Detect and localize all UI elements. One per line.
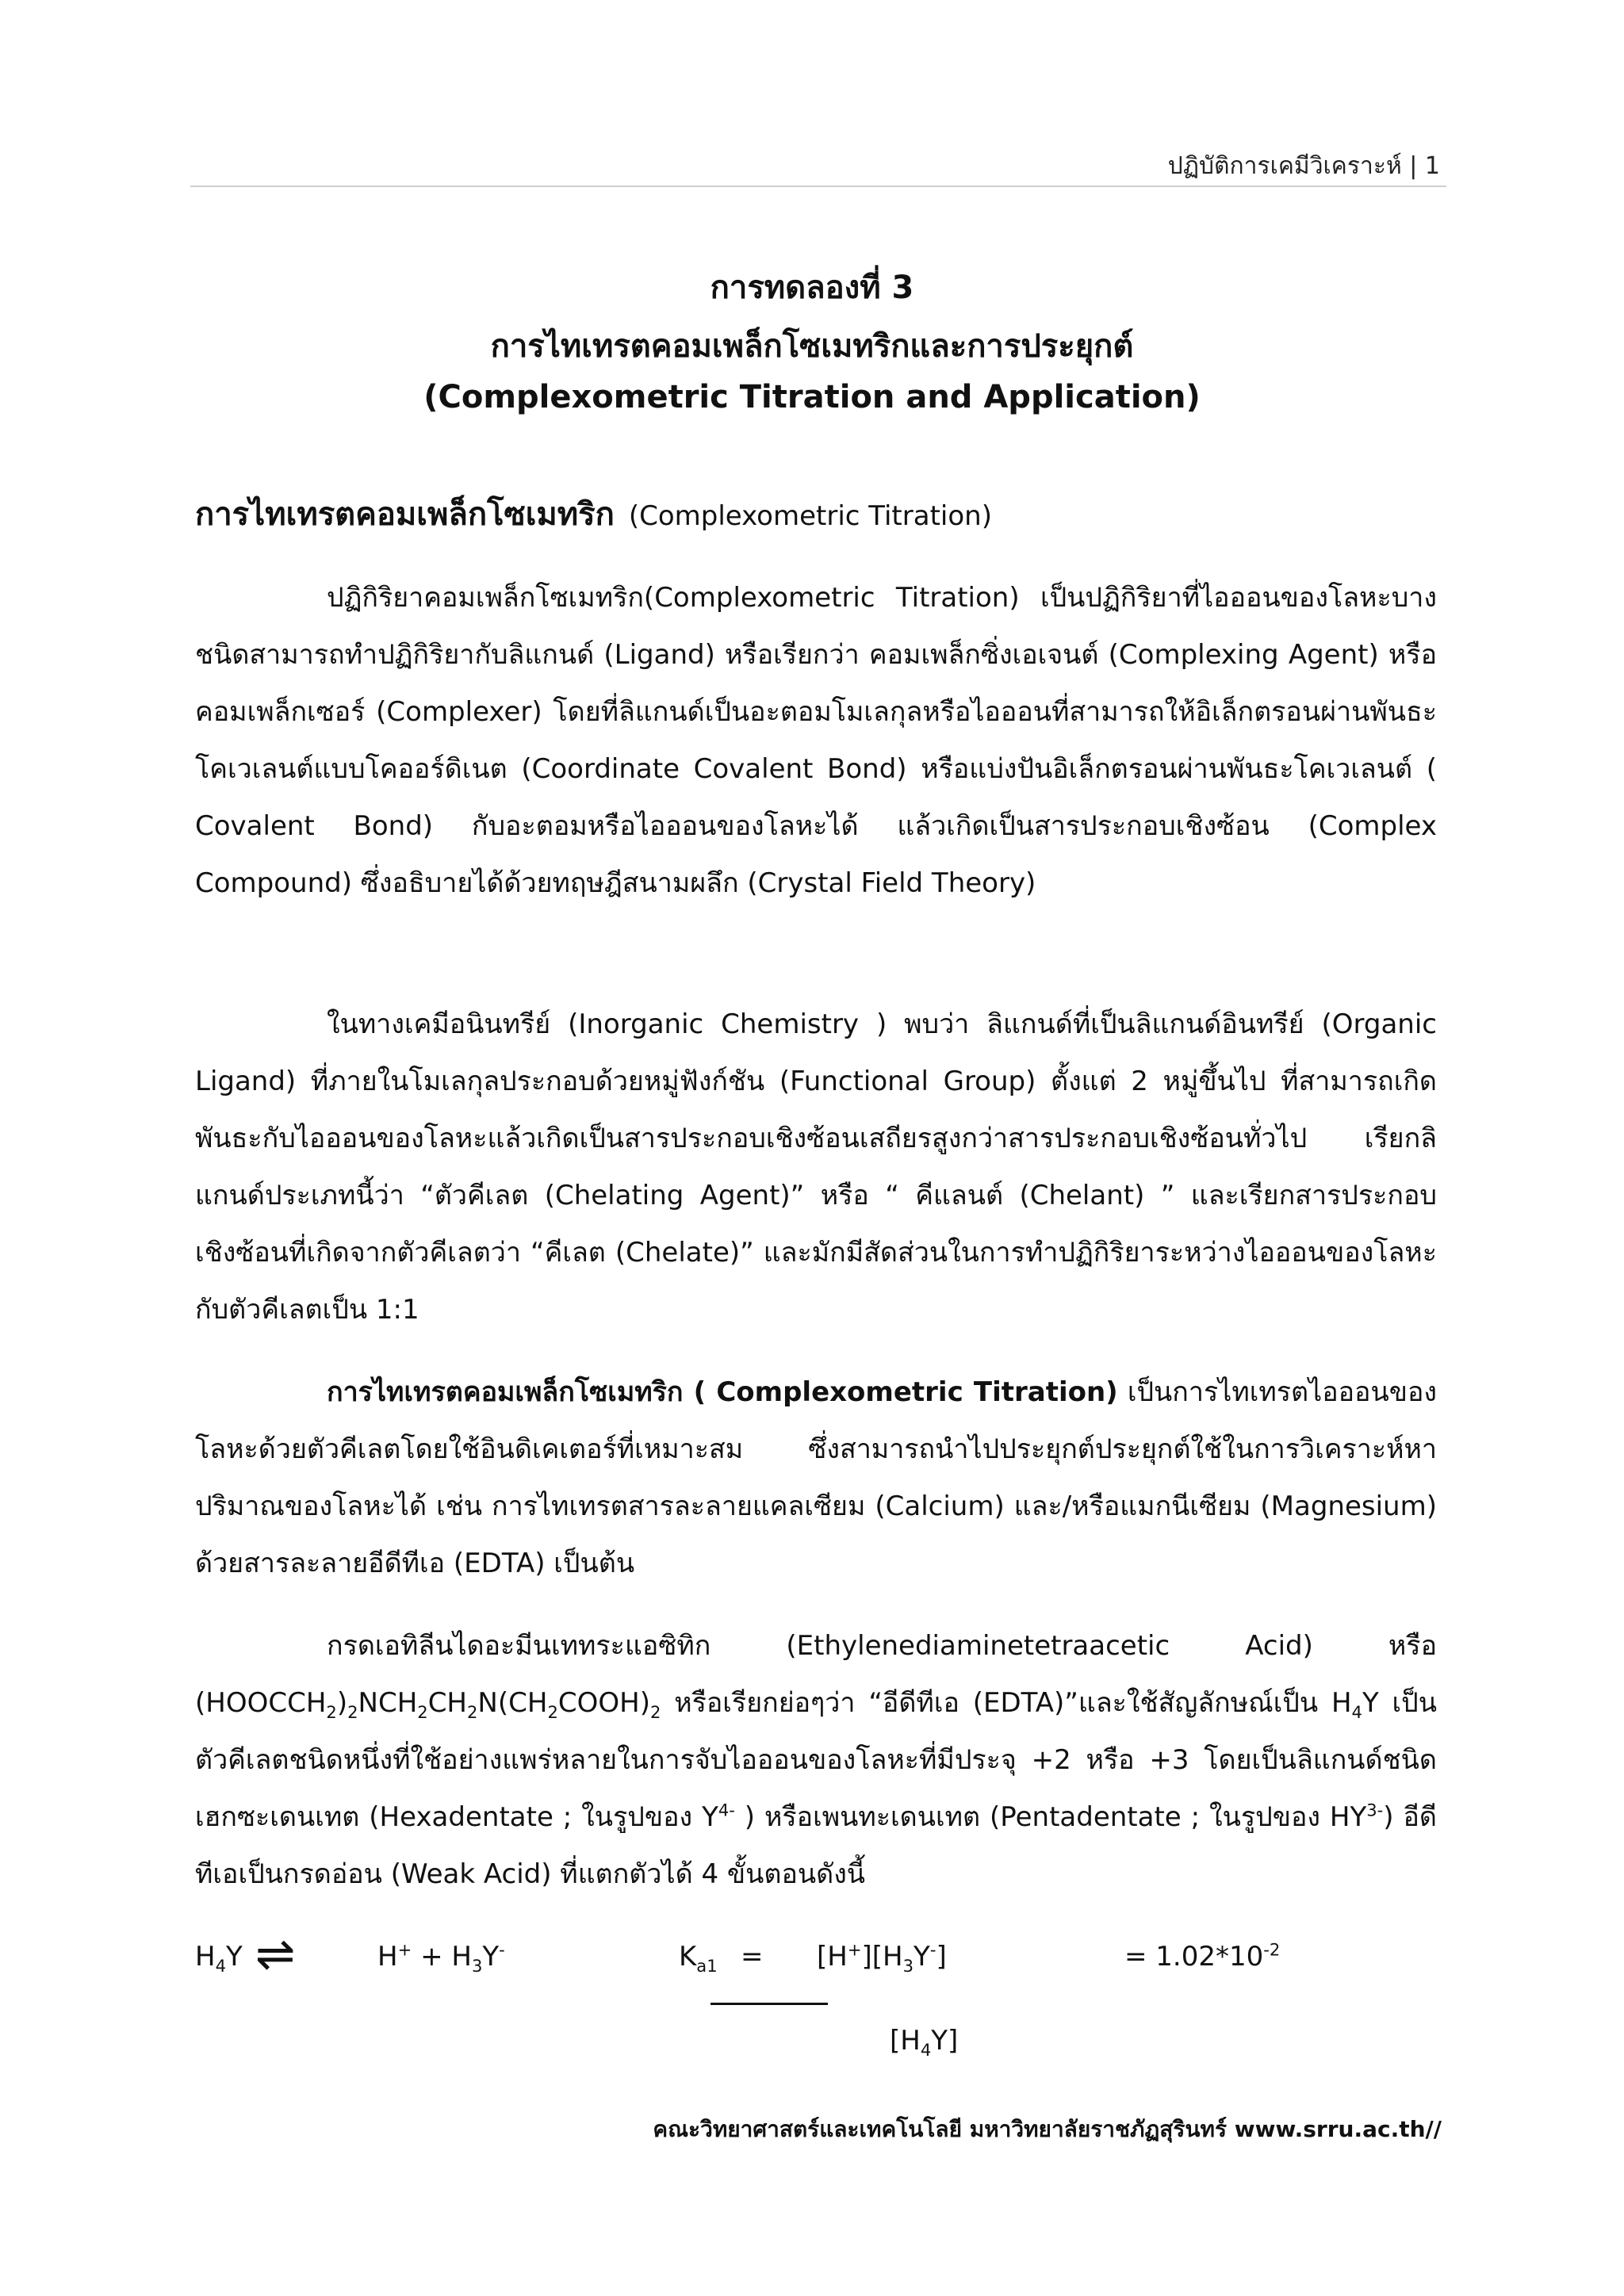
equation-reactant: $H_4Y$ [195, 1941, 243, 1976]
running-title: ปฏิบัติการเคมีวิเคราะห์ | 1 [1167, 152, 1440, 180]
paragraph-2 [195, 996, 1437, 1338]
equilibrium-arrow-icon: ⇌ [255, 1927, 296, 1982]
paragraph-1 [195, 569, 1437, 912]
title-line-3: (Complexometric Titration and Application) [423, 379, 1201, 415]
ka1-numerator: $[H^+][H_3Y^-]$ [817, 1939, 947, 1976]
paragraph-1-text: ปฏิกิริยาคอมเพล็กโซเมทริก(Complexometric Titration) เป็นปฏิกิริยาที่ไอออนของโลหะบางชนิดสามารถทำปฏิกิริยากับลิแกนด์ (Ligand) หรือเรียกว่า คอมเพล็กซิ่งเอเจนต์ (Complexing Agent) หรือคอมเพล็กเซอร์ (Complexer) โดยที่ลิแกนด์เป็นอะตอมโมเลกุลหรือไอออนที่สามารถให้อิเล็กตรอนผ่านพันธะโคเวเลนต์แบบโคออร์ดิเนต (Coordinate Covalent Bond) หรือแบ่งปันอิเล็กตรอนผ่านพันธะโคเวเลนต์ ( Covalent Bond) กับอะตอมหรือไอออนของโลหะได้ แล้วเกิดเป็นสารประกอบเชิงซ้อน (Complex Compound) ซึ่งอธิบายได้ด้วยทฤษฎีสนามผลึก (Crystal Field Theory) [195, 582, 1437, 899]
fraction-bar [710, 2003, 828, 2005]
edta-formula: $(HOOCCH_2)_2NCH_2CH_2N(CH_2COOH)_2$ [195, 1687, 661, 1722]
equals-sign: = [741, 1941, 764, 1973]
paragraph-4-text-a: กรดเอทิลีนไดอะมีนเททระแอซิทิก (Ethylenediaminetetraacetic Acid) หรือ [327, 1630, 1437, 1662]
paragraph-3-bold: การไทเทรตคอมเพล็กโซเมทริก ( Complexometric Titration) [327, 1376, 1118, 1408]
ka1-label: $K_{a1}$ [679, 1941, 718, 1976]
ka1-value: = $1.02*10^{-2}$ [1124, 1939, 1281, 1973]
paragraph-3-text: เป็นการไทเทรตไอออนของโลหะด้วยตัวคีเลตโดยใช้อินดิเคเตอร์ที่เหมาะสม ซึ่งสามารถนำไปประยุกต์ประยุกต์ใช้ในการวิเคราะห์หาปริมาณของโลหะได้ เช่น การไทเทรตสารละลายแคลเซียม (Calcium) และ/หรือแมกนีเซียม (Magnesium) ด้วยสารละลายอีดีทีเอ (EDTA) เป็นต้น [195, 1376, 1437, 1579]
paragraph-4: กรดเอทิลีนไดอะมีนเททระแอซิทิก (Ethylenediaminetetraacetic Acid) หรือ $(HOOCCH_2)_2NCH_2CH_2N(CH_2COOH)_2$ หรือเรียกย่อๆว่า “อีดีทีเอ (EDTA)”และใช้สัญลักษณ์เป็น $H_4Y$ เป็นตัวคีเลตชนิดหนึ่งที่ใช้อย่างแพร่หลายในการจับไอออนของโลหะที่มีประจุ +2 หรือ +3 โดยเป็นลิแกนด์ชนิดเฮกซะเดนเทต (Hexadentate ; ในรูปของ $Y^{4-}$ ) หรือเพนทะเดนเทต (Pentadentate ; ในรูปของ $HY^{3-}$) อีดีทีเอเป็นกรดอ่อน (Weak Acid) ที่แตกตัวได้ 4 ขั้นตอนดังนี้ [195, 1630, 1437, 1890]
title-line-1: การทดลองที่ 3 [710, 270, 914, 306]
paragraph-4-text-b: หรือเรียกย่อๆว่า “อีดีทีเอ (EDTA)”และใช้สัญลักษณ์เป็น H [661, 1687, 1352, 1719]
header-divider [190, 186, 1446, 187]
title-line-2: การไทเทรตคอมเพล็กโซเมทริกและการประยุกต์ [490, 328, 1134, 365]
paragraph-3 [195, 1364, 1437, 1592]
paragraph-4-text-c: Y เป็นตัวคีเลตชนิดหนึ่งที่ใช้อย่างแพร่หลายในการจับไอออนของโลหะที่มีประจุ +2 หรือ +3 โดยเป็นลิแกนด์ชนิดเฮกซะเดนเทต (Hexadentate ; ในรูปของ Y [195, 1687, 1437, 1833]
page-footer: คณะวิทยาศาสตร์และเทคโนโลยี มหาวิทยาลัยราชภัฏสุรินทร์ www.srru.ac.th// [653, 2116, 1442, 2142]
paragraph-4-text-e: ) อีดีทีเอเป็นกรดอ่อน (Weak Acid) ที่แตกตัวได้ 4 ขั้นตอนดังนี้ [195, 1801, 1437, 1890]
section-heading-en: (Complexometric Titration) [628, 500, 992, 532]
paragraph-2-text: ในทางเคมีอนินทรีย์ (Inorganic Chemistry ) พบว่า ลิแกนด์ที่เป็นลิแกนด์อินทรีย์ (Organic Ligand) ที่ภายในโมเลกุลประกอบด้วยหมู่ฟังก์ชัน (Functional Group) ตั้งแต่ 2 หมู่ขึ้นไป ที่สามารถเกิดพันธะกับไอออนของโลหะแล้วเกิดเป็นสารประกอบเชิงซ้อนเสถียรสูงกว่าสารประกอบเชิงซ้อนทั่วไป เรียกลิแกนด์ประเภทนี้ว่า “ตัวคีเลต (Chelating Agent)” หรือ “ คีแลนต์ (Chelant) ” และเรียกสารประกอบเชิงซ้อนที่เกิดจากตัวคีเลตว่า “คีเลต (Chelate)” และมักมีสัดส่วนในการทำปฏิกิริยาระหว่างไอออนของโลหะกับตัวคีเลตเป็น 1:1 [195, 1008, 1437, 1326]
ka1-denominator: $[H_4Y]$ [890, 2025, 959, 2060]
section-heading [195, 488, 992, 539]
paragraph-4-text-d: ) หรือเพนทะเดนเทต (Pentadentate ; ในรูปของ HY [734, 1801, 1367, 1833]
section-heading-th: การไทเทรตคอมเพล็กโซเมทริก [195, 496, 615, 533]
equation-products: $H^+ + H_3Y^-$ [377, 1939, 505, 1976]
